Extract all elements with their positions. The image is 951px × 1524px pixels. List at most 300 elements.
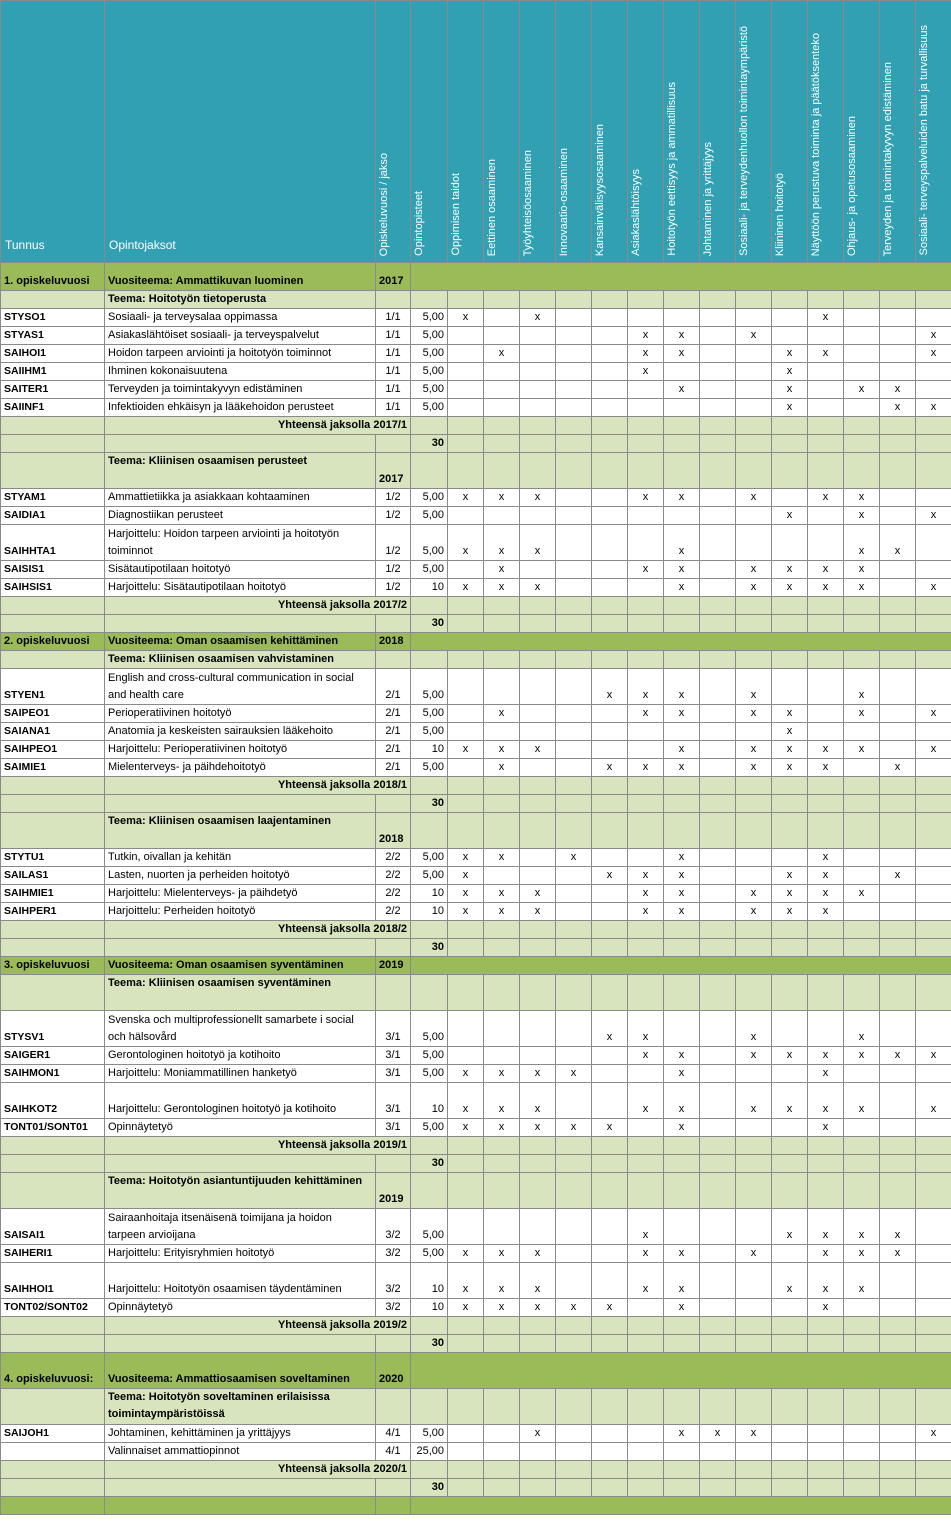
empty-cell [520, 291, 556, 309]
course-row [1, 1047, 951, 1065]
competence-mark: x [484, 1119, 520, 1137]
competence-mark: x [484, 1065, 520, 1083]
theme-row [1, 651, 951, 669]
column-header-competence: Oppimisen taidot [448, 1, 484, 263]
year-fill [411, 633, 951, 651]
empty-cell [592, 489, 628, 507]
empty-cell [844, 1173, 880, 1209]
course-name: Perioperatiivinen hoitotyö [105, 705, 376, 723]
course-row [1, 1425, 951, 1443]
competence-mark: x [844, 507, 880, 525]
empty-cell [700, 1263, 736, 1299]
empty-cell [844, 795, 880, 813]
empty-cell [880, 723, 916, 741]
course-name: Terveyden ja toimintakyvyn edistäminen [105, 381, 376, 399]
theme-code-cell [1, 1389, 105, 1425]
empty-cell [772, 1425, 808, 1443]
competence-mark: x [736, 885, 772, 903]
empty-cell [700, 453, 736, 489]
empty-cell [520, 561, 556, 579]
competence-mark: x [484, 705, 520, 723]
course-name: Infektioiden ehkäisyn ja lääkehoidon perusteet [105, 399, 376, 417]
empty-cell [592, 1083, 628, 1119]
competence-mark: x [448, 849, 484, 867]
empty-cell [880, 939, 916, 957]
competence-mark: x [808, 741, 844, 759]
empty-cell [808, 669, 844, 705]
empty-cell [700, 921, 736, 939]
competence-mark: x [448, 1299, 484, 1317]
empty-cell [844, 309, 880, 327]
empty-cell [808, 1335, 844, 1353]
empty-cell [556, 291, 592, 309]
empty-cell [844, 1335, 880, 1353]
empty-cell [520, 849, 556, 867]
empty-cell [916, 939, 951, 957]
column-header-competence: Työyhteisöosaaminen [520, 1, 556, 263]
empty-cell [592, 885, 628, 903]
course-code: SAIHOI1 [1, 345, 105, 363]
empty-cell [556, 885, 592, 903]
empty-cell [916, 813, 951, 849]
empty-cell [880, 597, 916, 615]
competence-mark: x [916, 1425, 951, 1443]
empty-cell [772, 939, 808, 957]
competence-mark: x [916, 1083, 951, 1119]
empty-cell [592, 1263, 628, 1299]
empty-cell [592, 345, 628, 363]
empty-cell [448, 399, 484, 417]
empty-cell [484, 1425, 520, 1443]
empty-cell [916, 1065, 951, 1083]
competence-mark: x [628, 561, 664, 579]
competence-mark: x [808, 867, 844, 885]
competence-mark: x [844, 1083, 880, 1119]
empty-cell [556, 975, 592, 1011]
competence-mark: x [448, 903, 484, 921]
empty-cell [700, 1245, 736, 1263]
empty-cell [844, 1137, 880, 1155]
year-fill [411, 957, 951, 975]
total-credits: 30 [411, 1335, 448, 1353]
empty-cell [411, 777, 448, 795]
empty-cell [520, 939, 556, 957]
course-period: 1/1 [376, 399, 411, 417]
empty-cell [520, 363, 556, 381]
empty-cell [484, 1389, 520, 1425]
empty-cell [484, 777, 520, 795]
empty-cell [592, 1461, 628, 1479]
course-credits: 5,00 [411, 399, 448, 417]
empty-cell [484, 1137, 520, 1155]
course-code: TONT02/SONT02 [1, 1299, 105, 1317]
empty-cell [700, 1083, 736, 1119]
empty-cell [484, 813, 520, 849]
empty-cell [484, 597, 520, 615]
empty-cell [700, 1317, 736, 1335]
competence-mark: x [772, 723, 808, 741]
empty-cell [520, 1011, 556, 1047]
course-row [1, 489, 951, 507]
competence-mark: x [664, 1119, 700, 1137]
empty-cell [628, 939, 664, 957]
empty-cell [736, 1479, 772, 1497]
course-row [1, 381, 951, 399]
empty-cell [520, 723, 556, 741]
empty-cell [664, 453, 700, 489]
competence-mark: x [628, 669, 664, 705]
course-row [1, 885, 951, 903]
empty-cell [700, 489, 736, 507]
empty-cell [808, 363, 844, 381]
competence-mark: x [628, 1083, 664, 1119]
empty-cell [628, 651, 664, 669]
competence-mark: x [520, 1263, 556, 1299]
empty-cell [556, 561, 592, 579]
empty-cell [448, 381, 484, 399]
theme-row [1, 291, 951, 309]
empty-cell [772, 525, 808, 561]
empty-cell [880, 417, 916, 435]
empty-cell [448, 1479, 484, 1497]
empty-cell [736, 813, 772, 849]
competence-mark: x [916, 741, 951, 759]
competence-mark: x [772, 561, 808, 579]
competence-mark: x [664, 1047, 700, 1065]
empty-cell [808, 1389, 844, 1425]
empty-cell [844, 849, 880, 867]
empty-cell [520, 1479, 556, 1497]
competence-mark: x [520, 885, 556, 903]
empty-cell [880, 1119, 916, 1137]
empty-cell [484, 795, 520, 813]
competence-mark: x [484, 525, 520, 561]
empty-cell [556, 579, 592, 597]
empty-cell [592, 1425, 628, 1443]
empty-cell [556, 1425, 592, 1443]
competence-mark: x [520, 1083, 556, 1119]
empty-cell [628, 453, 664, 489]
course-name: Sisätautipotilaan hoitotyö [105, 561, 376, 579]
empty-cell [628, 1335, 664, 1353]
empty-cell [556, 705, 592, 723]
empty-cell [772, 1245, 808, 1263]
total-credits: 30 [411, 1479, 448, 1497]
empty-cell [484, 1011, 520, 1047]
empty-cell [736, 1461, 772, 1479]
competence-mark: x [556, 1299, 592, 1317]
empty-cell [772, 1389, 808, 1425]
empty-cell [448, 1443, 484, 1461]
empty-cell [105, 795, 376, 813]
competence-mark: x [628, 759, 664, 777]
empty-cell [700, 741, 736, 759]
empty-cell [808, 975, 844, 1011]
course-row [1, 579, 951, 597]
empty-cell [808, 1317, 844, 1335]
empty-cell [916, 1011, 951, 1047]
course-code: SAIHPER1 [1, 903, 105, 921]
empty-cell [916, 291, 951, 309]
theme-year [376, 651, 411, 669]
empty-cell [592, 1245, 628, 1263]
empty-cell [484, 975, 520, 1011]
year-value: 2017 [376, 263, 411, 291]
empty-cell [448, 561, 484, 579]
course-code: SAIHSIS1 [1, 579, 105, 597]
competence-mark: x [628, 1263, 664, 1299]
empty-cell [484, 399, 520, 417]
empty-cell [808, 399, 844, 417]
competence-mark: x [736, 1083, 772, 1119]
theme-title: Teema: Hoitotyön tietoperusta [105, 291, 376, 309]
total-label-row [1, 1461, 951, 1479]
course-name: Harjoittelu: Perioperatiivinen hoitotyö [105, 741, 376, 759]
empty-cell [592, 939, 628, 957]
empty-cell [592, 525, 628, 561]
course-name: Harjoittelu: Erityisryhmien hoitotyö [105, 1245, 376, 1263]
competence-mark: x [664, 525, 700, 561]
empty-cell [700, 417, 736, 435]
competence-mark: x [628, 1047, 664, 1065]
empty-cell [772, 1299, 808, 1317]
empty-cell [592, 975, 628, 1011]
empty-cell [736, 363, 772, 381]
empty-cell [556, 1263, 592, 1299]
empty-cell [808, 921, 844, 939]
empty-cell [484, 309, 520, 327]
year-theme: Vuositeema: Ammattikuvan luominen [105, 263, 376, 291]
course-period: 1/1 [376, 327, 411, 345]
empty-cell [592, 723, 628, 741]
competence-mark: x [844, 579, 880, 597]
empty-cell [880, 1137, 916, 1155]
competence-mark: x [844, 1209, 880, 1245]
empty-cell [844, 903, 880, 921]
competence-mark: x [844, 705, 880, 723]
empty-cell [628, 1461, 664, 1479]
competence-mark: x [808, 849, 844, 867]
empty-cell [411, 1461, 448, 1479]
empty-cell [808, 327, 844, 345]
year-theme: Vuositeema: Oman osaamisen syventäminen [105, 957, 376, 975]
course-period: 1/1 [376, 309, 411, 327]
empty-cell [772, 1011, 808, 1047]
empty-cell [880, 1263, 916, 1299]
empty-cell [592, 1443, 628, 1461]
empty-cell [808, 651, 844, 669]
competence-mark: x [484, 903, 520, 921]
empty-cell [484, 1443, 520, 1461]
competence-mark: x [772, 759, 808, 777]
competence-mark: x [448, 1065, 484, 1083]
empty-cell [700, 1065, 736, 1083]
empty-cell [556, 1173, 592, 1209]
empty-cell [808, 1443, 844, 1461]
course-credits: 5,00 [411, 507, 448, 525]
empty-cell [1, 795, 105, 813]
empty-cell [628, 1479, 664, 1497]
empty-cell [448, 777, 484, 795]
empty-cell [736, 435, 772, 453]
course-row [1, 1443, 951, 1461]
course-name: Opinnäytetyö [105, 1299, 376, 1317]
empty-cell [916, 1137, 951, 1155]
empty-cell [808, 1173, 844, 1209]
competence-mark: x [808, 1209, 844, 1245]
empty-cell [484, 435, 520, 453]
course-code: SAIHHOI1 [1, 1263, 105, 1299]
empty-cell [520, 435, 556, 453]
empty-cell [448, 1137, 484, 1155]
empty-cell [1, 1137, 105, 1155]
empty-cell [376, 1335, 411, 1353]
empty-cell [772, 615, 808, 633]
empty-cell [844, 1155, 880, 1173]
competence-mark: x [736, 903, 772, 921]
competence-mark: x [700, 1425, 736, 1443]
empty-cell [448, 669, 484, 705]
competence-mark: x [628, 345, 664, 363]
empty-cell [628, 579, 664, 597]
competence-mark: x [844, 741, 880, 759]
competence-mark: x [880, 381, 916, 399]
empty-cell [700, 291, 736, 309]
competence-mark: x [448, 489, 484, 507]
competence-mark: x [844, 1263, 880, 1299]
empty-cell [664, 1155, 700, 1173]
empty-cell [916, 1155, 951, 1173]
empty-cell [628, 723, 664, 741]
course-credits: 5,00 [411, 1209, 448, 1245]
empty-cell [664, 921, 700, 939]
empty-cell [880, 741, 916, 759]
competence-mark: x [520, 1299, 556, 1317]
empty-cell [808, 597, 844, 615]
competence-mark: x [736, 579, 772, 597]
course-credits: 10 [411, 903, 448, 921]
empty-cell [376, 795, 411, 813]
course-row [1, 525, 951, 561]
competence-mark: x [520, 579, 556, 597]
empty-cell [411, 651, 448, 669]
competence-mark: x [520, 489, 556, 507]
competence-mark: x [808, 579, 844, 597]
empty-cell [556, 507, 592, 525]
competence-mark: x [484, 885, 520, 903]
empty-cell [664, 813, 700, 849]
column-header-competence: Sosiaali- terveyspalveluiden batu ja turvallisuus [916, 1, 951, 263]
empty-cell [520, 1461, 556, 1479]
empty-cell [520, 381, 556, 399]
empty-cell [736, 921, 772, 939]
empty-cell [556, 1335, 592, 1353]
course-credits: 5,00 [411, 1245, 448, 1263]
empty-cell [736, 1065, 772, 1083]
empty-cell [556, 399, 592, 417]
empty-cell [592, 1155, 628, 1173]
empty-cell [520, 399, 556, 417]
empty-cell [916, 777, 951, 795]
empty-cell [448, 507, 484, 525]
empty-cell [736, 723, 772, 741]
course-row [1, 507, 951, 525]
empty-cell [664, 1461, 700, 1479]
empty-cell [628, 1119, 664, 1137]
competence-mark: x [844, 489, 880, 507]
course-name: Lasten, nuorten ja perheiden hoitotyö [105, 867, 376, 885]
empty-cell [1, 1155, 105, 1173]
empty-cell [556, 453, 592, 489]
empty-cell [628, 615, 664, 633]
empty-cell [808, 1137, 844, 1155]
empty-cell [520, 975, 556, 1011]
empty-cell [700, 849, 736, 867]
year-value: 2018 [376, 633, 411, 651]
competence-mark: x [808, 903, 844, 921]
competence-mark: x [880, 525, 916, 561]
competence-mark: x [520, 903, 556, 921]
empty-cell [520, 453, 556, 489]
theme-code-cell [1, 453, 105, 489]
year-theme: Vuositeema: Ammattiosaamisen soveltaminen [105, 1353, 376, 1389]
empty-cell [916, 417, 951, 435]
empty-cell [700, 345, 736, 363]
competence-mark: x [664, 759, 700, 777]
total-credits: 30 [411, 795, 448, 813]
empty-cell [520, 345, 556, 363]
total-label-row [1, 1137, 951, 1155]
empty-cell [808, 1479, 844, 1497]
empty-cell [592, 399, 628, 417]
empty-cell [448, 975, 484, 1011]
column-header-competence: Kansainvälisyysosaaminen [592, 1, 628, 263]
empty-cell [556, 1137, 592, 1155]
empty-cell [772, 651, 808, 669]
empty-cell [520, 417, 556, 435]
empty-cell [916, 1209, 951, 1245]
empty-cell [1, 939, 105, 957]
course-credits: 10 [411, 579, 448, 597]
course-credits: 10 [411, 741, 448, 759]
empty-cell [736, 417, 772, 435]
course-row [1, 1245, 951, 1263]
empty-cell [700, 1011, 736, 1047]
competence-mark: x [664, 1263, 700, 1299]
empty-cell [772, 849, 808, 867]
empty-cell [1, 1479, 105, 1497]
course-credits: 5,00 [411, 525, 448, 561]
empty-cell [664, 777, 700, 795]
empty-cell [1, 1461, 105, 1479]
empty-cell [736, 975, 772, 1011]
empty-cell [484, 651, 520, 669]
competence-mark: x [484, 1299, 520, 1317]
course-name: Sosiaali- ja terveysalaa oppimassa [105, 309, 376, 327]
empty-cell [772, 435, 808, 453]
empty-cell [592, 417, 628, 435]
competence-mark: x [880, 759, 916, 777]
competence-mark: x [484, 1245, 520, 1263]
empty-cell [592, 849, 628, 867]
empty-cell [880, 435, 916, 453]
empty-cell [916, 849, 951, 867]
empty-cell [592, 435, 628, 453]
course-code: TONT01/SONT01 [1, 1119, 105, 1137]
course-code: STYAM1 [1, 489, 105, 507]
competence-mark: x [772, 741, 808, 759]
course-period: 2/1 [376, 705, 411, 723]
